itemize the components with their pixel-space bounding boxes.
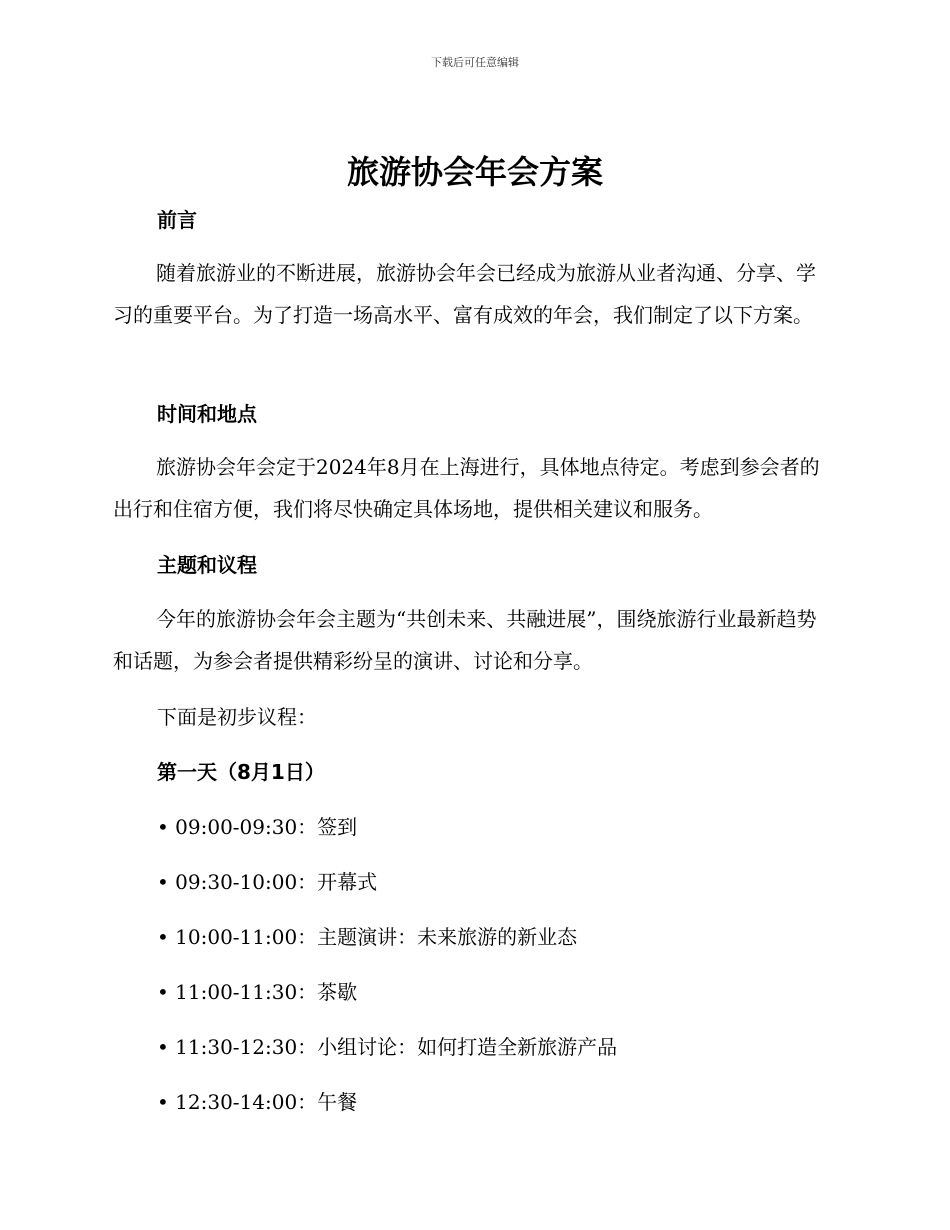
document-title: 旅游协会年会方案 [346,153,603,191]
section-body-theme-agenda: 今年的旅游协会年会主题为“共创未来、共融进展”，围绕旅游行业最新趋势和话题，为参会者提供精彩纷呈的演讲、讨论和分享。 [113,607,817,673]
agenda-item: • 11:00-11:30：茶歇 [157,980,358,1004]
section-body-preface: 随着旅游业的不断进展，旅游协会年会已经成为旅游从业者沟通、分享、学习的重要平台。为了打造一场高水平、富有成效的年会，我们制定了以下方案。 [113,261,816,327]
section-heading-time-place: 时间和地点 [157,402,257,426]
agenda-day1-heading: 第一天（8月1日） [157,760,325,784]
section-heading-theme-agenda: 主题和议程 [157,553,257,577]
agenda-item: • 12:30-14:00：午餐 [157,1090,358,1114]
agenda-item: • 09:00-09:30：签到 [157,815,358,839]
page-header-note: 下载后可任意编辑 [431,56,519,69]
agenda-item: • 09:30-10:00：开幕式 [157,870,378,894]
section-body-time-place: 旅游协会年会定于2024年8月在上海进行，具体地点待定。考虑到参会者的出行和住宿方便，我们将尽快确定具体场地，提供相关建议和服务。 [113,455,820,521]
agenda-intro: 下面是初步议程： [157,705,317,729]
agenda-item: • 11:30-12:30：小组讨论：如何打造全新旅游产品 [157,1035,618,1059]
agenda-item: • 10:00-11:00：主题演讲：未来旅游的新业态 [157,925,578,949]
section-heading-preface: 前言 [157,208,197,232]
